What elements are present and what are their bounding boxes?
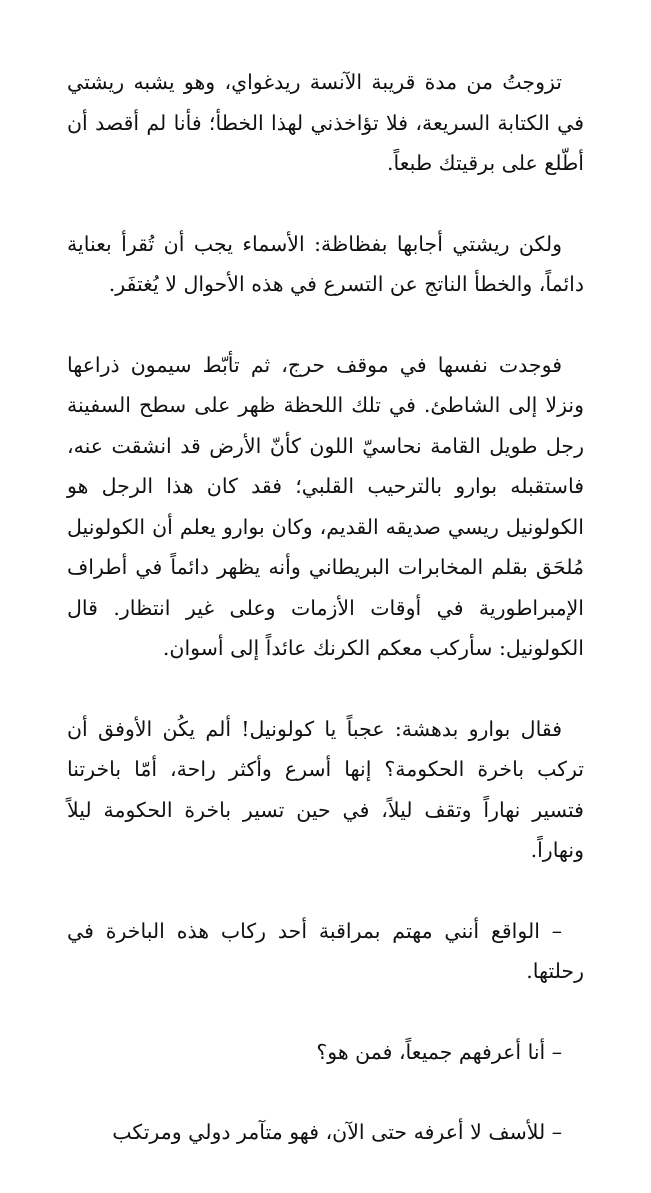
paragraph-1: تزوجتُ من مدة قريبة الآنسة ريدغواي، وهو يشبه ريشتي في الكتابة السريعة، فلا تؤاخذني لهذا الخطأ؛ فأنا لم أقصد أن أطّلع على برقيتك طبعاً. [67,70,584,175]
document-page [67,62,584,1193]
paragraph-3: فوجدت نفسها في موقف حرج، ثم تأبّط سيمون ذراعها ونزلا إلى الشاطئ. في تلك اللحظة ظهر على سطح السفينة رجل طويل القامة نحاسيّ اللون كأنّ الأرض قد انشقت عنه، فاستقبله بوارو بالترحيب القلبي؛ فقد كان هذا الرجل هو الكولونيل ريسي صديقه القديم، وكان بوارو يعلم أن الكولونيل مُلحَق بقلم المخابرات البريطاني وأنه يظهر دائماً في أطراف الإمبراطورية في أوقات الأزمات وعلى غير انتظار. قال الكولونيل: سأركب معكم الكرنك عائداً إلى أسوان. [67,352,584,660]
paragraph-4: فقال بوارو بدهشة: عجباً يا كولونيل! ألم يكُن الأوفق أن تركب باخرة الحكومة؟ إنها أسرع وأكثر راحة، أمّا باخرتنا فتسير نهاراً وتقف ليلاً، في حين تسير باخرة الحكومة ليلاً ونهاراً. [67,716,584,862]
dialogue-line-3: – للأسف لا أعرفه حتى الآن، فهو متآمر دولي ومرتكب [112,1120,562,1144]
dialogue-line-2: – أنا أعرفهم جميعاً، فمن هو؟ [316,1039,562,1064]
dialogue-line-1: – الواقع أنني مهتم بمراقبة أحد ركاب هذه الباخرة في رحلتها. [67,918,584,983]
paragraph-2: ولكن ريشتي أجابها بفظاظة: الأسماء يجب أن تُقرأ بعناية دائماً، والخطأ الناتج عن التسرع في هذه الأحوال لا يُغتفَر. [67,231,584,296]
